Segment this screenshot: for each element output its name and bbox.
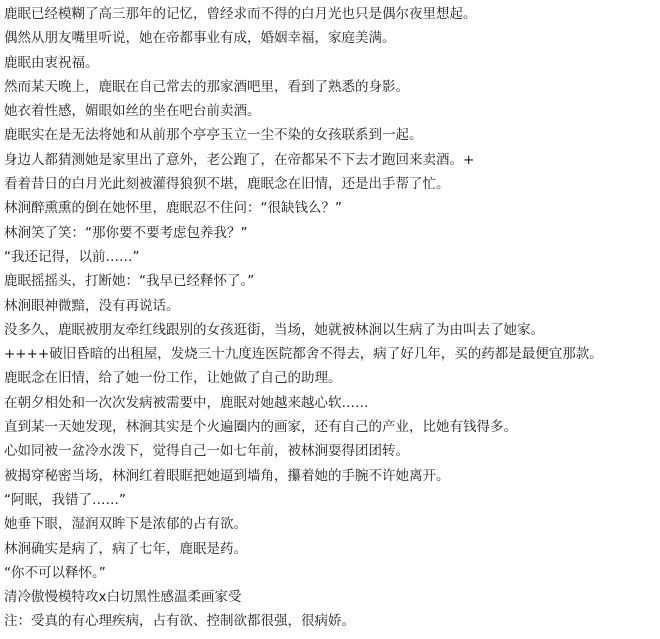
text-line: 林涧笑了笑：“那你要不要考虑包养我？” bbox=[4, 224, 248, 241]
text-line: 然而某天晚上，鹿眠在自己常去的那家酒吧里，看到了熟悉的身影。 bbox=[4, 78, 409, 95]
text-line: 她衣着性感，媚眼如丝的坐在吧台前卖酒。 bbox=[4, 103, 261, 120]
text-line: 在朝夕相处和一次次发病被需要中，鹿眠对她越来越心软…… bbox=[4, 394, 369, 411]
text-line: 直到某一天她发现，林涧其实是个火遍圈内的画家，还有自己的产业，比她有钱得多。 bbox=[4, 419, 517, 436]
text-line: “我还记得，以前……” bbox=[4, 248, 140, 265]
text-line: 清冷傲慢模特攻x白切黑性感温柔画家受 bbox=[4, 589, 242, 606]
text-line: 林涧确实是病了，病了七年，鹿眠是药。 bbox=[4, 540, 247, 557]
text-line: 被揭穿秘密当场，林涧红着眼眶把她逼到墙角，攥着她的手腕不许她离开。 bbox=[4, 467, 450, 484]
text-line: “阿眠，我错了……” bbox=[4, 491, 126, 508]
text-line: 注：受真的有心理疾病，占有欲、控制欲都很强，很病娇。 bbox=[4, 613, 355, 630]
text-line: 看着昔日的白月光此刻被灌得狼狈不堪，鹿眠念在旧情，还是出手帮了忙。 bbox=[4, 176, 450, 193]
text-line: 没多久，鹿眠被朋友牵红线跟别的女孩逛街，当场，她就被林涧以生病了为由叫去了她家。 bbox=[4, 321, 544, 338]
document-body bbox=[4, 2, 656, 634]
text-line: 林涧眼神微黯，没有再说话。 bbox=[4, 297, 180, 314]
text-line: 心如同被一盆冷水泼下，觉得自己一如七年前，被林涧耍得团团转。 bbox=[4, 443, 409, 460]
text-line: 偶然从朋友嘴里听说，她在帝都事业有成，婚姻幸福，家庭美满。 bbox=[4, 30, 396, 47]
text-line: 身边人都猜测她是家里出了意外，老公跑了，在帝都呆不下去才跑回来卖酒。+ bbox=[4, 151, 475, 168]
text-line: 鹿眠摇摇头，打断她：“我早已经释怀了。” bbox=[4, 273, 255, 290]
text-line: 林涧醉熏熏的倒在她怀里，鹿眠忍不住问：“很缺钱么？” bbox=[4, 200, 342, 217]
text-line: 鹿眠念在旧情，给了她一份工作，让她做了自己的助理。 bbox=[4, 370, 342, 387]
text-line: 鹿眠实在是无法将她和从前那个亭亭玉立一尘不染的女孩联系到一起。 bbox=[4, 127, 423, 144]
text-line: 鹿眠已经模糊了高三那年的记忆，曾经求而不得的白月光也只是偶尔夜里想起。 bbox=[4, 6, 477, 22]
text-line: ++++破旧昏暗的出租屋，发烧三十九度连医院都舍不得去，病了好几年，买的药都是最便宜那款。 bbox=[4, 346, 603, 363]
text-line: 她垂下眼，湿润双眸下是浓郁的占有欲。 bbox=[4, 516, 247, 533]
text-line: “你不可以释怀。” bbox=[4, 564, 106, 581]
text-line: 鹿眠由衷祝福。 bbox=[4, 54, 99, 71]
